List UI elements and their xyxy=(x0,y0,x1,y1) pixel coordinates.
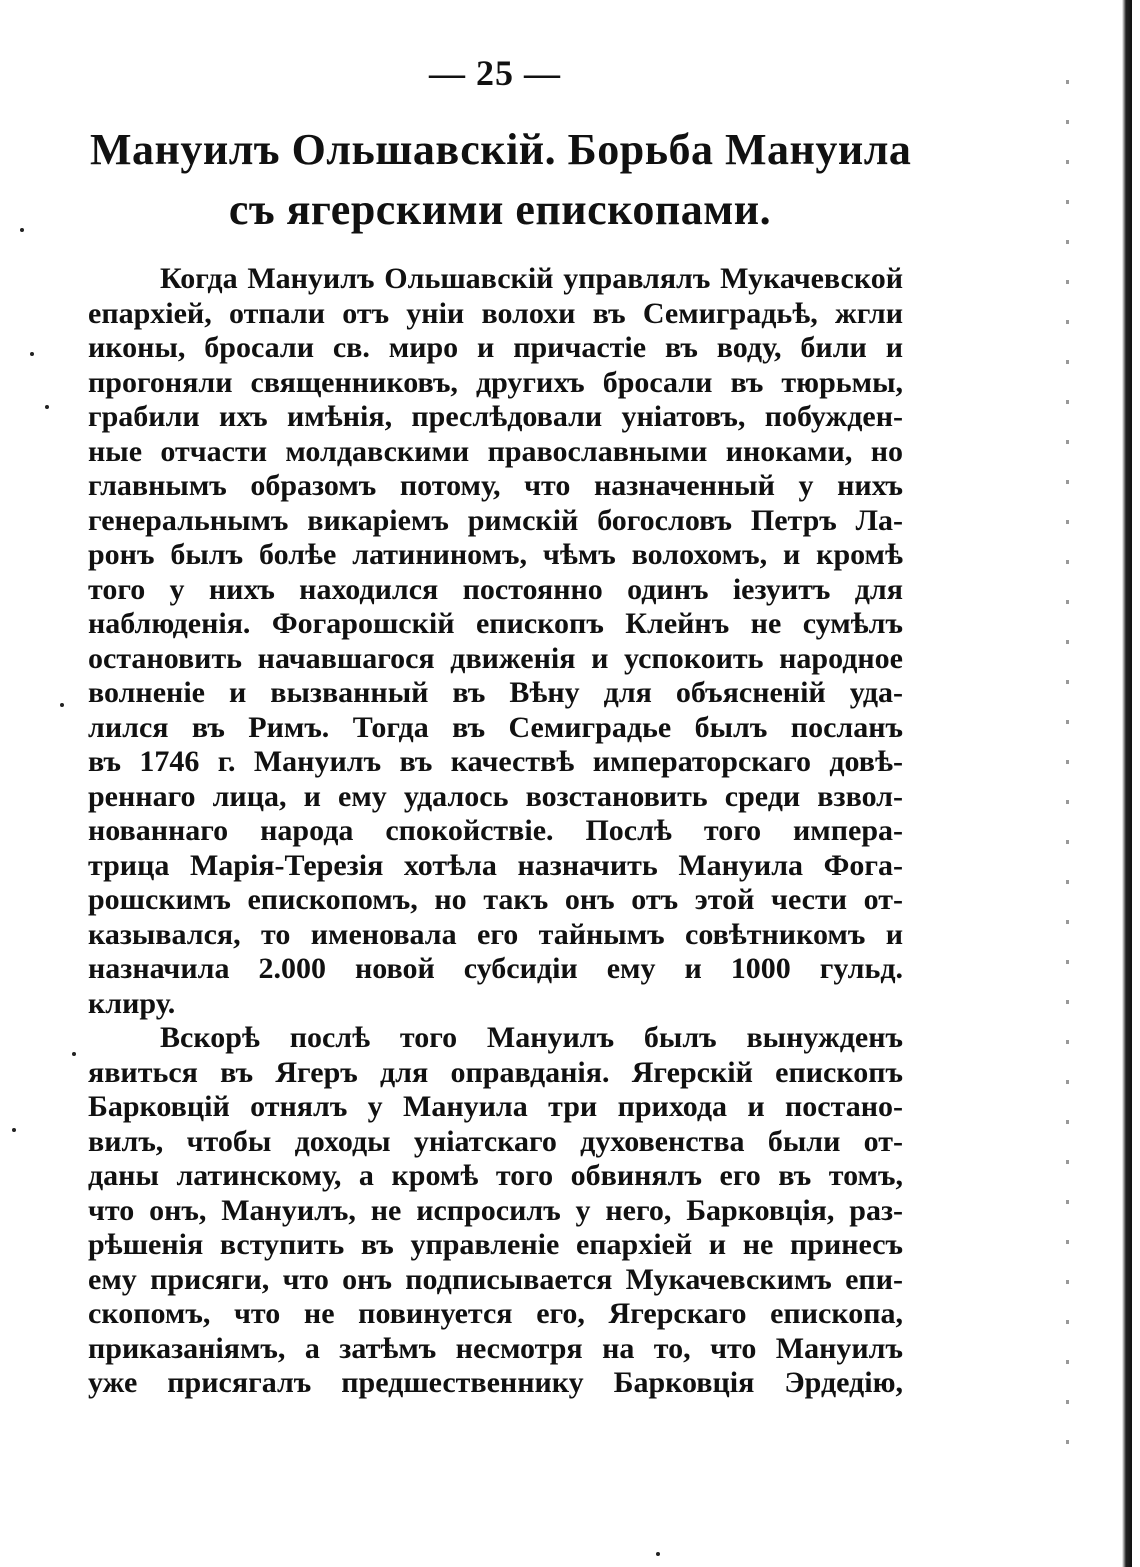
text-line: остановить начавшагося движенія и успокоить народное xyxy=(88,641,903,675)
text-line: генеральнымъ викаріемъ римскій богословъ Петръ Ла- xyxy=(88,503,903,537)
text-line: прогоняли священниковъ, другихъ бросали въ тюрьмы, xyxy=(88,365,903,399)
text-line: главнымъ образомъ потому, что назначенный у нихъ xyxy=(88,469,903,502)
text-line: того у нихъ находился постоянно одинъ іезуитъ для xyxy=(88,572,903,606)
text-line: реннаго лица, и ему удалось возстановить среди взвол- xyxy=(88,779,903,813)
text-line: вилъ, чтобы доходы уніатскаго духовенства были от- xyxy=(88,1124,903,1158)
chapter-title-line: Мануилъ Ольшавскій. Борьба Мануила xyxy=(90,125,912,174)
chapter-title-line: съ ягерскими епископами. xyxy=(228,185,772,234)
text-line: ему присяги, что онъ подписывается Мукачевскимъ епи- xyxy=(88,1262,903,1296)
text-line: Барковцій отнялъ у Мануила три прихода и постано- xyxy=(88,1090,903,1123)
text-line: что онъ, Мануилъ, не испросилъ у него, Барковція, раз- xyxy=(88,1193,903,1227)
page-number: — 25 — xyxy=(429,53,561,93)
chapter-title xyxy=(90,120,910,240)
text-line: рошскимъ епископомъ, но такъ онъ отъ этой чести от- xyxy=(88,883,903,916)
text-line: грабили ихъ имѣнія, преслѣдовали уніатовъ, побужден- xyxy=(88,400,903,433)
text-line: казывался, то именовала его тайнымъ совѣтникомъ и xyxy=(88,917,903,951)
text-line: назначила 2.000 новой субсидіи ему и 1000 гульд. xyxy=(88,952,903,985)
page-edge-shadow xyxy=(1122,0,1132,1567)
text-line: рѣшенія вступить въ управленіе епархіей и не принесъ xyxy=(88,1228,903,1261)
text-line: трица Марія-Терезія хотѣла назначить Мануила Фога- xyxy=(88,848,903,882)
text-line: нованнаго народа спокойствіе. Послѣ того импера- xyxy=(88,814,903,847)
paragraph xyxy=(88,1021,903,1401)
ink-speck xyxy=(20,228,24,232)
text-line: Когда Мануилъ Ольшавскій управлялъ Мукачевской xyxy=(160,262,903,295)
text-line: уже присягалъ предшественнику Барковція Эрдедію, xyxy=(88,1366,903,1399)
ink-speck xyxy=(72,1052,76,1056)
text-line: даны латинскому, а кромѣ того обвинялъ его въ томъ, xyxy=(88,1159,903,1192)
text-line: ронъ былъ болѣе латининомъ, чѣмъ волохомъ, и кромѣ xyxy=(88,538,903,571)
body-text xyxy=(88,262,903,1401)
text-line: скопомъ, что не повинуется его, Ягерскаго епископа, xyxy=(88,1297,903,1330)
text-line: явиться въ Ягеръ для оправданія. Ягерскій епископъ xyxy=(88,1055,903,1089)
text-line: иконы, бросали св. миро и причастіе въ воду, били и xyxy=(88,331,903,364)
text-line: приказаніямъ, а затѣмъ несмотря на то, что Мануилъ xyxy=(88,1331,903,1365)
text-line: епархіей, отпали отъ уніи волохи въ Семиградьѣ, жгли xyxy=(88,296,903,330)
text-line: Вскорѣ послѣ того Мануилъ былъ вынужденъ xyxy=(160,1021,903,1054)
ink-speck xyxy=(656,1552,660,1556)
text-line: ные отчасти молдавскими православными иноками, но xyxy=(88,434,903,468)
paragraph xyxy=(88,262,903,1021)
ink-speck xyxy=(60,703,64,707)
ink-speck xyxy=(30,352,34,356)
text-line: наблюденія. Фогарошскій епископъ Клейнъ не сумѣлъ xyxy=(88,607,903,640)
text-line: клиру. xyxy=(88,986,176,1020)
text-line: волненіе и вызванный въ Вѣну для объясненій уда- xyxy=(88,676,903,709)
ink-speck xyxy=(45,405,49,409)
text-line: лился въ Римъ. Тогда въ Семиградье былъ посланъ xyxy=(88,710,903,744)
page-edge-marks xyxy=(1066,80,1069,1480)
text-line: въ 1746 г. Мануилъ въ качествѣ императорскаго довѣ- xyxy=(88,745,903,778)
ink-speck xyxy=(12,1128,16,1132)
